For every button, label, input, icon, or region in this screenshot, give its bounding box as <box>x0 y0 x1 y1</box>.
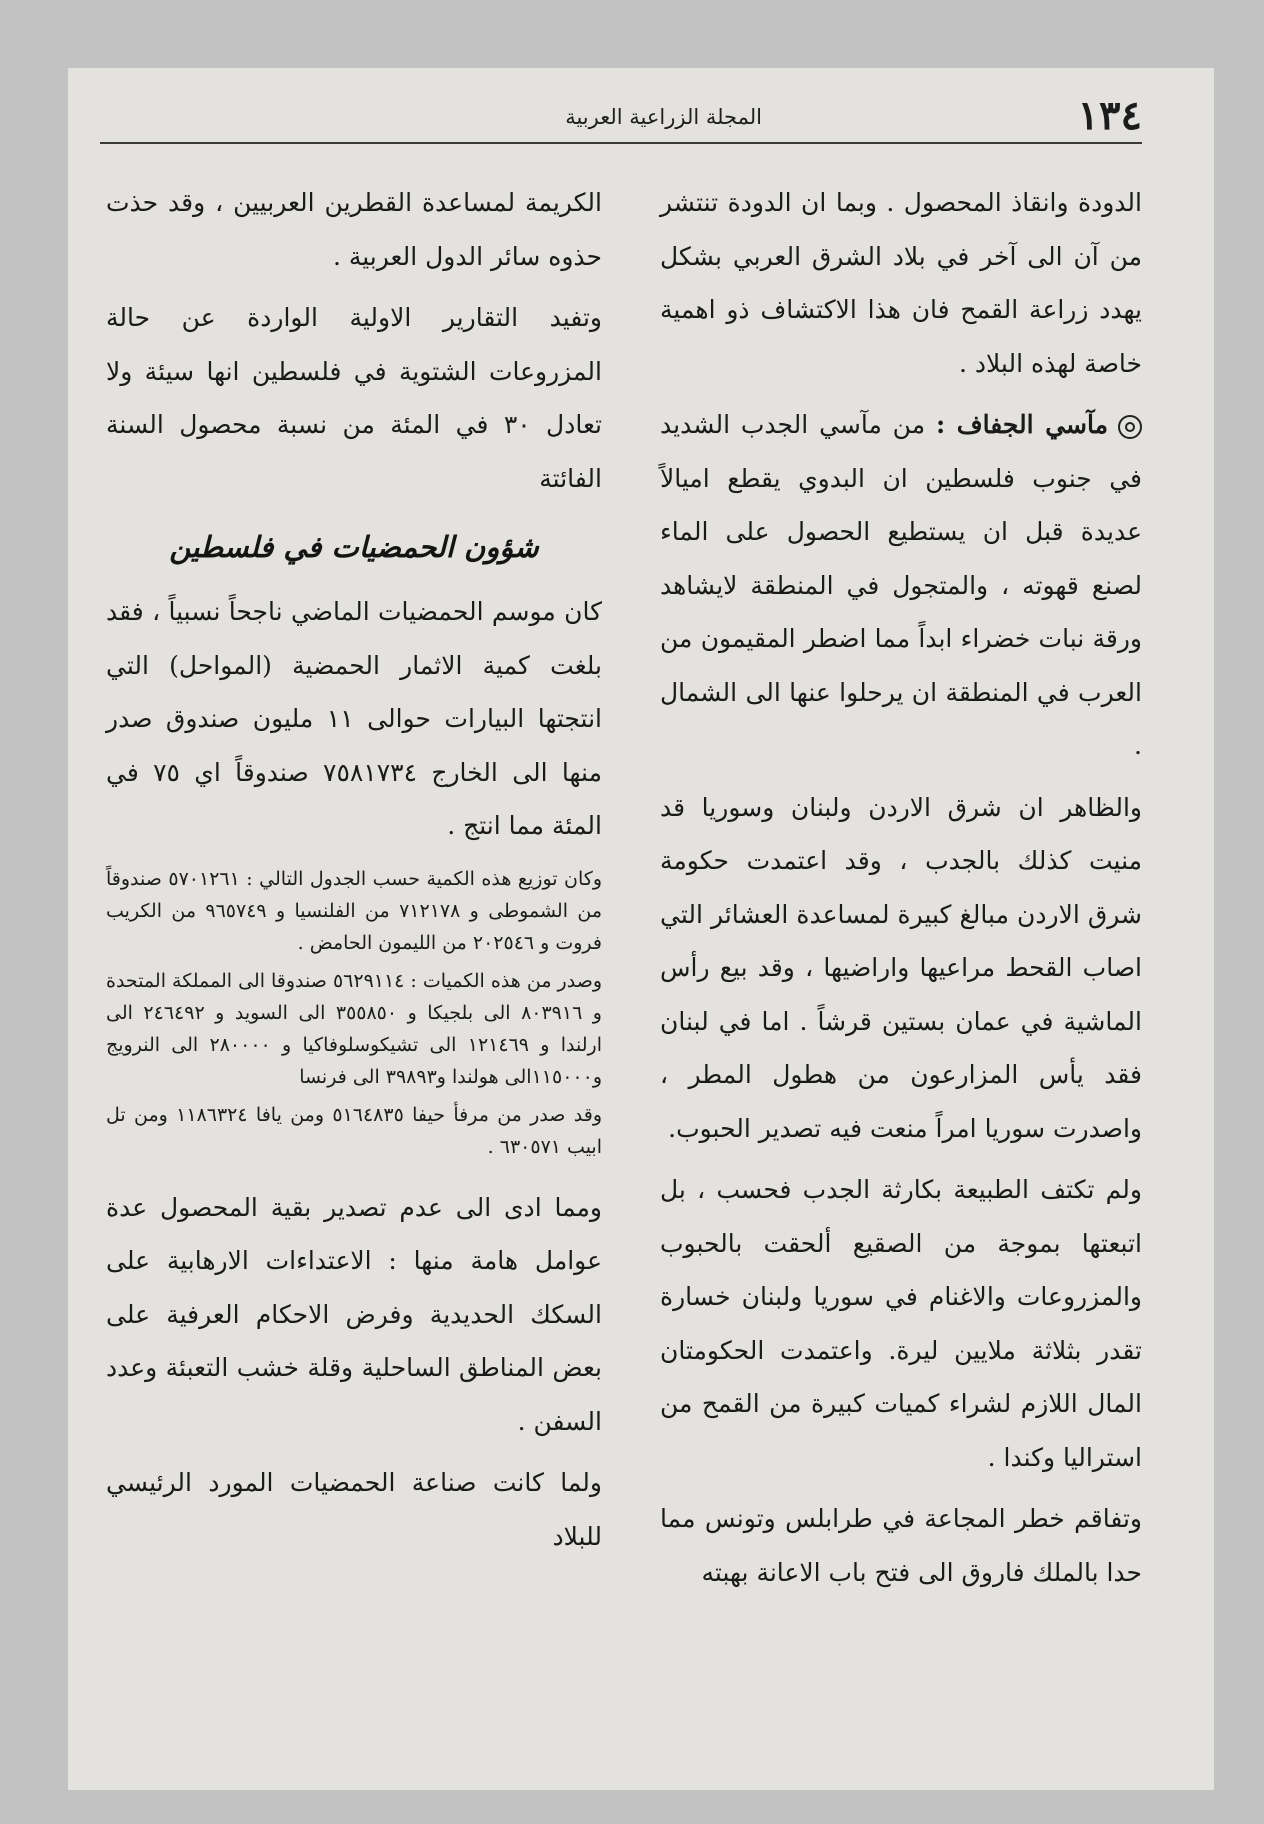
small-paragraph: وصدر من هذه الكميات : ٥٦٢٩١١٤ صندوقا الى المملكة المتحدة و ٨٠٣٩١٦ الى بلجيكا و ٣٥٥٨٥٠ الى السويد و ٢٤٦٤٩٢ الى ارلندا و ١٢١٤٦٩ الى تشيكوسلوفاكيا و ٢٨٠٠٠٠ الى النرويج و١١٥٠٠٠الى هولندا و٣٩٨٩٣ الى فرنسا <box>106 969 602 1088</box>
paragraph: والظاهر ان شرق الاردن ولبنان وسوريا قد منيت كذلك بالجدب ، وقد اعتمدت حكومة شرق الاردن مبالغ كبيرة لمساعدة العشائر التي اصاب القحط مراعيها واراضيها ، وقد بيع رأس الماشية في عمان بستين قرشاً . اما في لبنان فقد يأس المزارعون من هطول المطر ، واصدرت سوريا امراً منعت فيه تصدير الحبوب. <box>660 792 1142 1143</box>
section-heading: شؤون الحمضيات في فلسطين <box>169 530 539 564</box>
small-paragraph: وكان توزيع هذه الكمية حسب الجدول التالي : ٥٧٠١٢٦١ صندوقاً من الشموطى و ٧١٢١٧٨ من الفلنسيا و ٩٦٥٧٤٩ من الكريب فروت و ٢٠٢٥٤٦ من الليمون الحامض . <box>106 867 603 954</box>
paragraph: الدودة وانقاذ المحصول . وبما ان الدودة تنتشر من آن الى آخر في بلاد الشرق العربي بشكل يهدد زراعة القمح فان هذا الاكتشاف ذو اهمية خاصة لهذه البلاد . <box>660 188 1142 378</box>
drought-heading: مآسي الجفاف : <box>935 410 1108 439</box>
paragraph: الكريمة لمساعدة القطرين العربيين ، وقد حذت حذوه سائر الدول العربية . <box>106 188 602 271</box>
drought-text: من مآسي الجدب الشديد في جنوب فلسطين ان البدوي يقطع اميالاً عديدة قبل ان يستطيع الحصول على الماء لصنع قهوته ، والمتجول في المنطقة لايشاهد ورقة نبات خضراء ابداً مما اضطر المقيمون من العرب في المنطقة ان يرحلوا عنها الى الشمال . <box>660 410 1142 760</box>
drought-paragraph <box>660 398 1142 773</box>
left-column <box>106 176 602 1563</box>
journal-title: المجلة الزراعية العربية <box>565 105 762 129</box>
paragraph: وتفاقم خطر المجاعة في طرابلس وتونس مما حدا بالملك فاروق الى فتح باب الاعانة بهبته <box>660 1504 1142 1587</box>
statistics-block <box>106 863 602 1163</box>
paragraph: كان موسم الحمضيات الماضي ناجحاً نسبياً ، فقد بلغت كمية الاثمار الحمضية (المواحل) التي انتجتها البيارات حوالى ١١ مليون صندوق صدر منها الى الخارج ٧٥٨١٧٣٤ صندوقاً اي ٧٥ في المئة مما انتج . <box>106 597 602 840</box>
page-header <box>100 90 1142 144</box>
right-column <box>660 176 1142 1599</box>
paragraph: وتفيد التقارير الاولية الواردة عن حالة المزروعات الشتوية في فلسطين انها سيئة ولا تعادل ٣٠ في المئة من نسبة محصول السنة الفائتة <box>106 303 602 493</box>
page-number: ١٣٤ <box>1077 92 1142 139</box>
magazine-page <box>68 68 1214 1790</box>
small-paragraph: وقد صدر من مرفأ حيفا ٥١٦٤٨٣٥ ومن يافا ١١٨٦٣٢٤ ومن تل ابيب ٦٣٠٥٧١ . <box>106 1103 603 1158</box>
ornament-bullet-icon <box>1118 415 1142 439</box>
paragraph: ومما ادى الى عدم تصدير بقية المحصول عدة عوامل هامة منها : الاعتداءات الارهابية على السكك الحديدية وفرض الاحكام العرفية على بعض المناطق الساحلية وقلة خشب التعبئة وعدد السفن . <box>106 1192 602 1436</box>
paragraph: ولم تكتف الطبيعة بكارثة الجدب فحسب ، بل اتبعتها بموجة من الصقيع ألحقت بالحبوب والمزروعات والاغنام في سوريا ولبنان خسارة تقدر بثلاثة ملايين ليرة. واعتمدت الحكومتان المال اللازم لشراء كميات كبيرة من القمح من استراليا وكندا . <box>660 1175 1142 1472</box>
paragraph: ولما كانت صناعة الحمضيات المورد الرئيسي للبلاد <box>106 1468 602 1551</box>
